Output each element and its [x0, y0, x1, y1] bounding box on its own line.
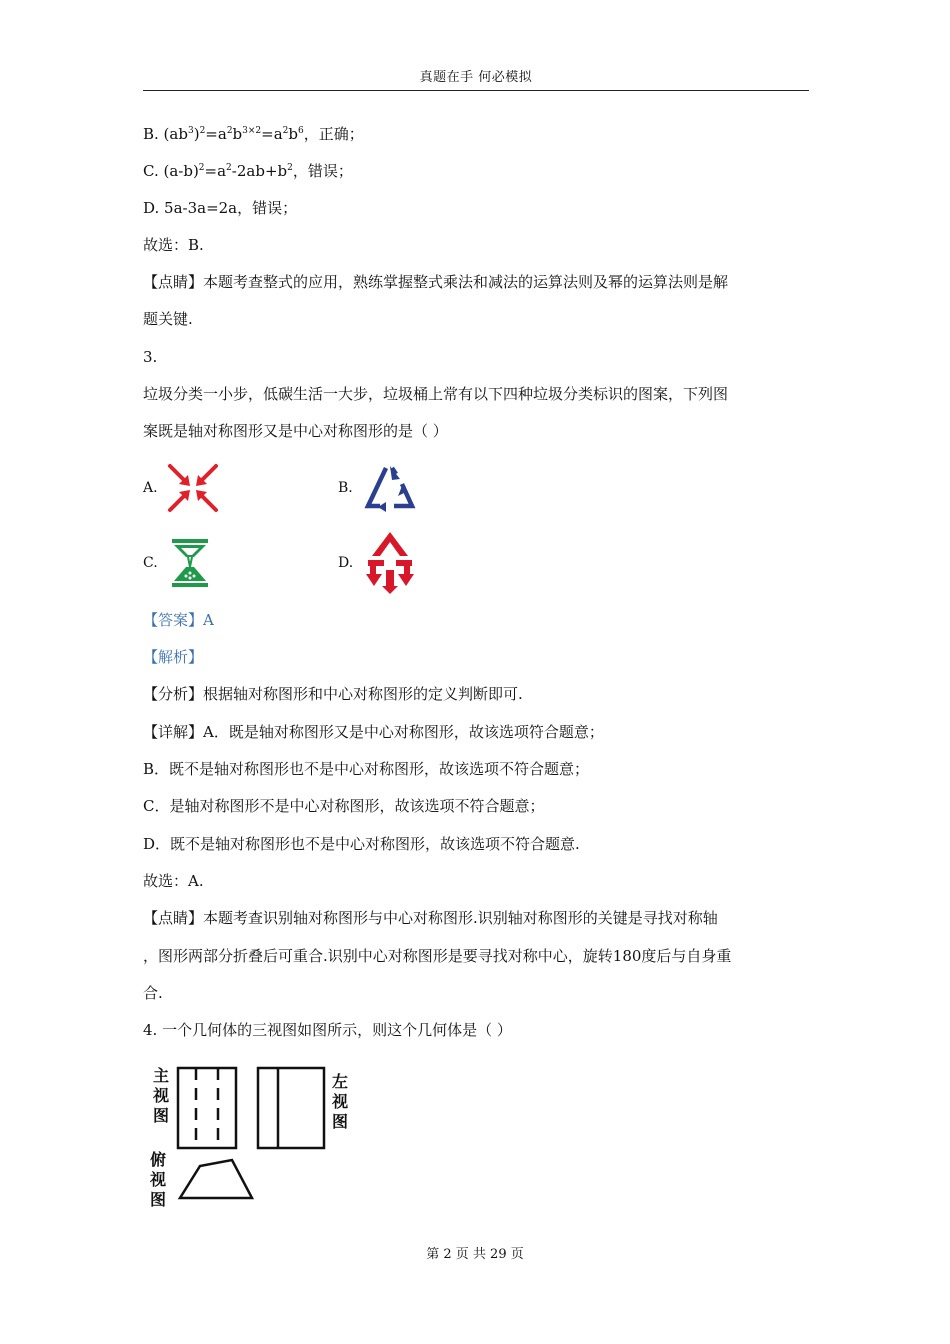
choose-line-2: 故选：A. [143, 872, 204, 890]
comment-2-line-c: 合. [143, 984, 163, 1002]
comment-2-line-b: ，图形两部分折叠后可重合.识别中心对称图形是要寻找对称中心，旋转180度后与自身重 [143, 947, 732, 965]
comment-1-line-b: 题关键. [143, 310, 193, 328]
option-b-solution: B. $(ab^3)^2=a^2b^{3\times 2}=a^2b^6$，正确； [143, 125, 364, 143]
option-b-label: B. [338, 480, 353, 496]
detail-line-c: C．是轴对称图形不是中心对称图形，故该选项不符合题意； [143, 797, 545, 815]
option-d-recycle-arrows-icon [362, 530, 418, 596]
detail-line-d: D．既不是轴对称图形也不是中心对称图形，故该选项不符合题意. [143, 835, 580, 853]
choose-line-1: 故选：B. [143, 236, 204, 254]
option-d-label: D. [338, 555, 354, 571]
option-a-arrows-icon [165, 462, 221, 514]
top-view-trapezoid [180, 1160, 252, 1198]
left-view-label: 左视图 [332, 1072, 349, 1131]
page-header: 真题在手 何必模拟 [419, 70, 533, 85]
front-view-rect [178, 1068, 236, 1148]
option-a-label: A. [143, 480, 158, 496]
page-footer: 第 2 页 共 29 页 [426, 1247, 524, 1262]
question-4-text: 4. 一个几何体的三视图如图所示，则这个几何体是（ ） [143, 1021, 512, 1039]
analysis-label: 【解析】 [143, 648, 204, 666]
comment-2-line-a: 【点睛】本题考查识别轴对称图形与中心对称图形.识别轴对称图形的关键是寻找对称轴 [143, 909, 718, 927]
top-view-label: 俯视图 [150, 1150, 167, 1209]
three-view-diagram [170, 1062, 330, 1208]
question-3-text-a: 垃圾分类一小步，低碳生活一大步，垃圾桶上常有以下四种垃圾分类标识的图案，下列图 [143, 385, 729, 403]
option-d-solution: D. 5a-3a=2a，错误； [143, 199, 298, 217]
detail-line-b: B．既不是轴对称图形也不是中心对称图形，故该选项不符合题意； [143, 760, 590, 778]
option-c-label: C. [143, 555, 158, 571]
detail-line-a: 【详解】A．既是轴对称图形又是中心对称图形，故该选项符合题意； [143, 723, 604, 741]
header-divider [143, 90, 809, 91]
left-view-rect [258, 1068, 324, 1148]
option-b-recycle-triangle-icon [362, 462, 418, 516]
question-3-number: 3. [143, 348, 158, 366]
fenxi-line: 【分析】根据轴对称图形和中心对称图形的定义判断即可. [143, 685, 523, 703]
front-view-label: 主视图 [153, 1066, 170, 1125]
option-c-hourglass-icon [166, 537, 214, 589]
option-c-solution: C. $(a-b)^2=a^2-2ab+b^2$，错误； [143, 162, 353, 180]
answer-label: 【答案】A [143, 611, 214, 629]
question-3-text-b: 案既是轴对称图形又是中心对称图形的是（ ） [143, 422, 448, 440]
comment-1-line-a: 【点睛】本题考查整式的应用，熟练掌握整式乘法和减法的运算法则及幂的运算法则是解 [143, 273, 729, 291]
